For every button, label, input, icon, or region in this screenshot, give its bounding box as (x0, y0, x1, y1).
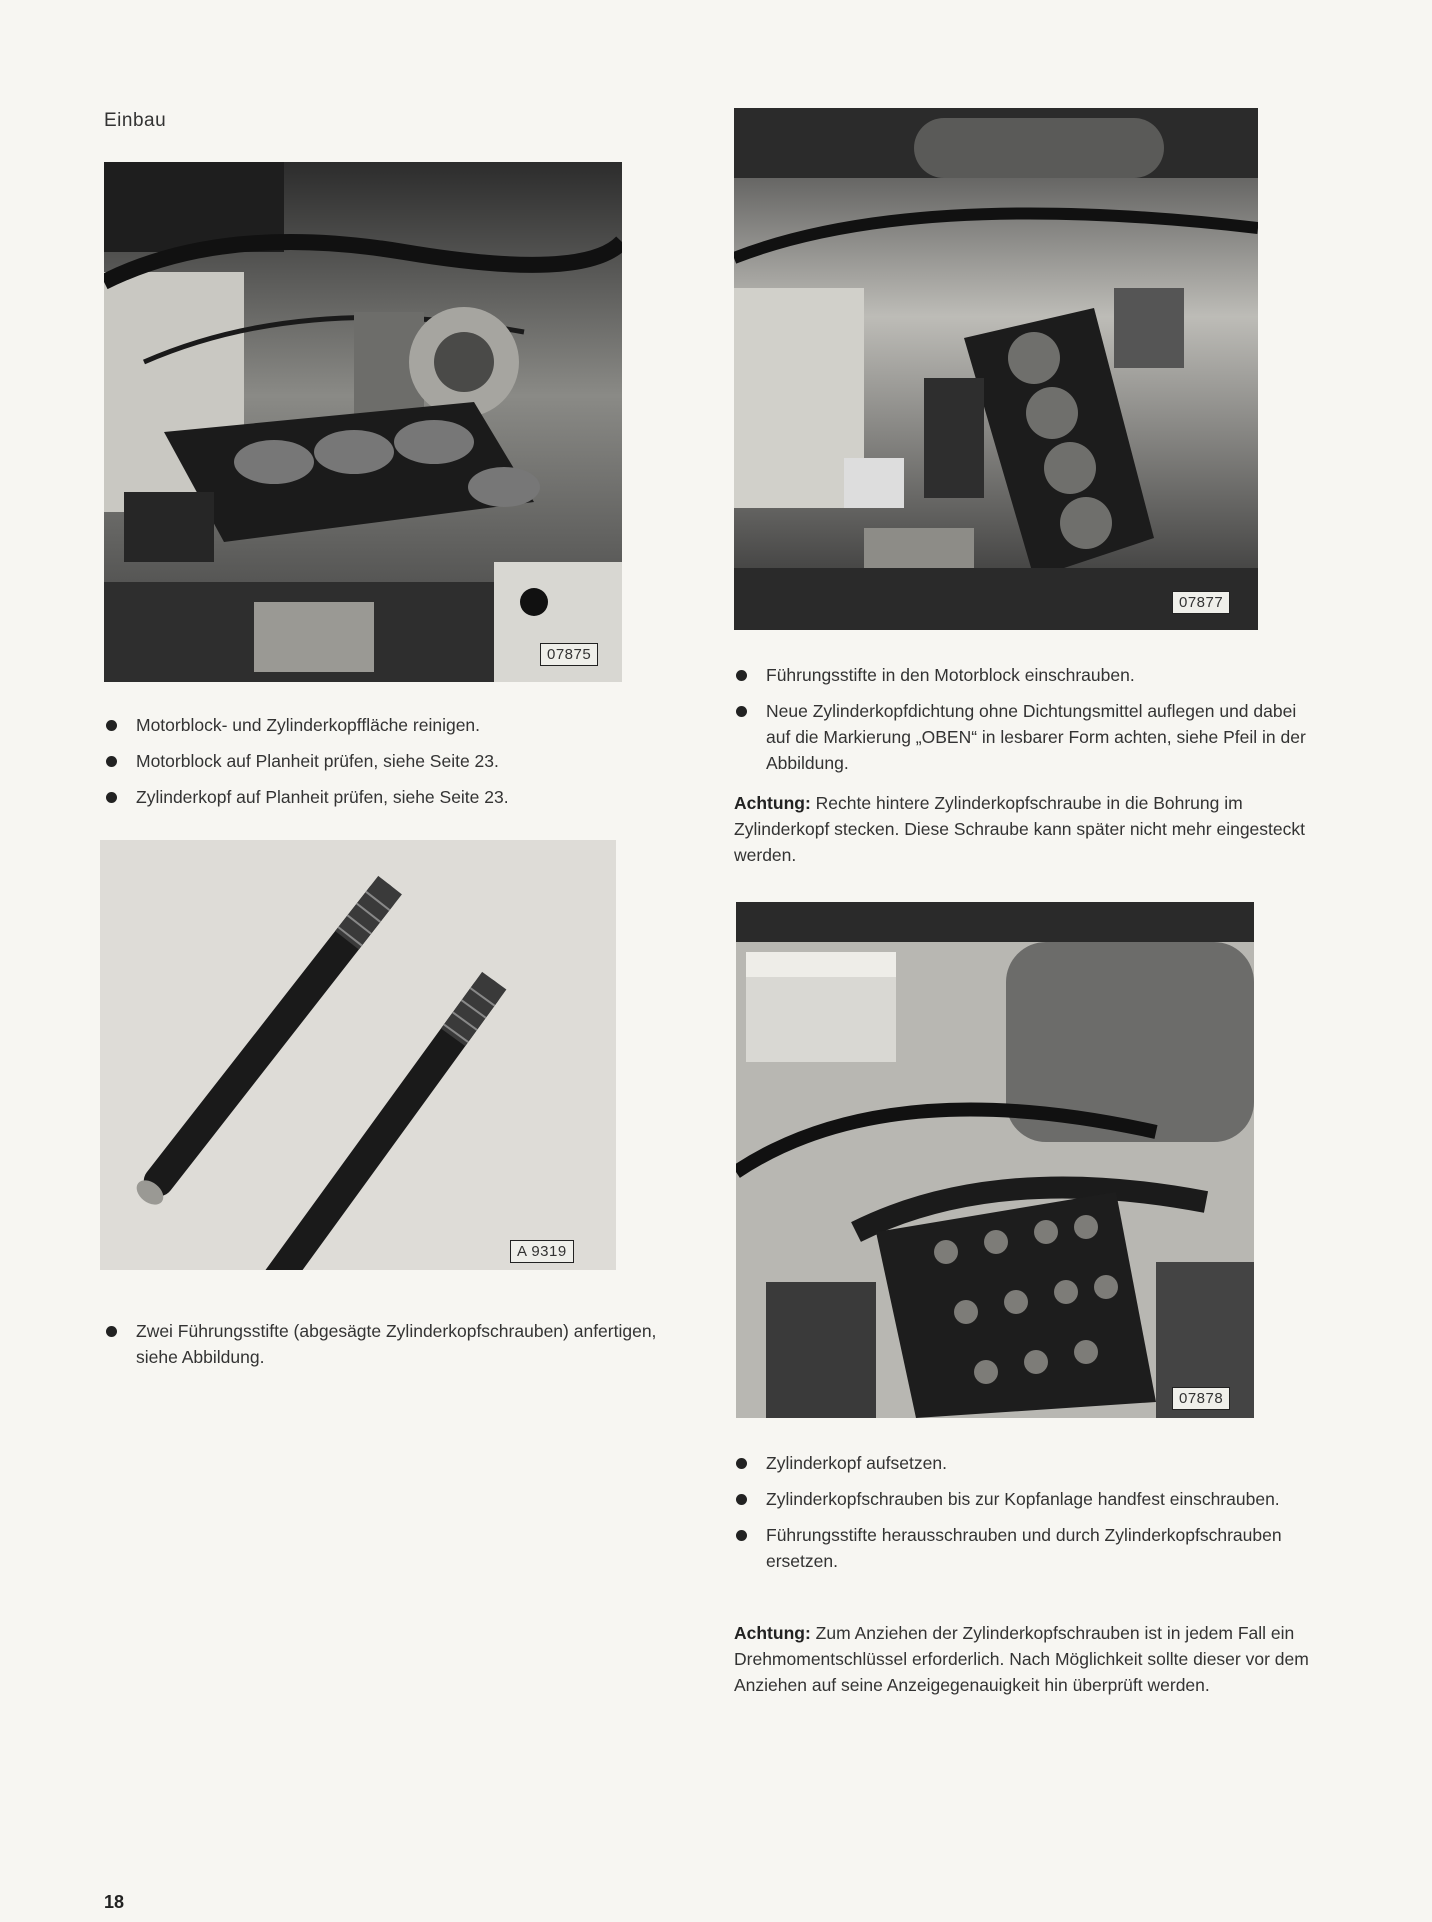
warning-text: Zum Anziehen der Zylinderkopfschrauben ist in jedem Fall ein Drehmomentschlüssel erforderlich. Nach Möglichkeit sollte dieser vor dem Anziehen auf seine Anzeigegenauigkeit hin überprüft werden. (734, 1623, 1309, 1695)
bullet-list (734, 1450, 1316, 1584)
list-item: Neue Zylinderkopfdichtung ohne Dichtungsmittel auflegen und dabei auf die Markierung „OBEN“ in lesbarer Form achten, siehe Pfeil in der Abbildung. (734, 698, 1316, 776)
figure-id-label: 07877 (1172, 591, 1230, 614)
cylinder-head-photo (736, 902, 1254, 1418)
warning-label: Achtung: (734, 793, 811, 813)
list-item: Zwei Führungsstifte (abgesägte Zylinderkopfschrauben) anfertigen, siehe Abbildung. (104, 1318, 684, 1370)
figure-id-label: 07875 (540, 643, 598, 666)
warning-note (734, 790, 1316, 868)
list-item: Motorblock- und Zylinderkopffläche reinigen. (104, 712, 644, 738)
bullet-list (104, 1318, 684, 1380)
list-item: Führungsstifte in den Motorblock einschrauben. (734, 662, 1316, 688)
warning-text: Rechte hintere Zylinderkopfschraube in die Bohrung im Zylinderkopf stecken. Diese Schraube kann später nicht mehr eingesteckt werden. (734, 793, 1305, 865)
engine-block-photo (104, 162, 622, 682)
list-item: Zylinderkopf auf Planheit prüfen, siehe Seite 23. (104, 784, 644, 810)
list-item: Führungsstifte herausschrauben und durch Zylinderkopfschrauben ersetzen. (734, 1522, 1316, 1574)
warning-label: Achtung: (734, 1623, 811, 1643)
figure-id-label: 07878 (1172, 1387, 1230, 1410)
warning-note (734, 1620, 1316, 1698)
figure-id-label: A 9319 (510, 1240, 574, 1263)
guide-pins-photo (100, 840, 616, 1270)
section-title: Einbau (104, 110, 167, 131)
page-number: 18 (104, 1892, 125, 1912)
list-item: Zylinderkopf aufsetzen. (734, 1450, 1316, 1476)
list-item: Motorblock auf Planheit prüfen, siehe Seite 23. (104, 748, 644, 774)
bullet-list (734, 662, 1316, 786)
list-item: Zylinderkopfschrauben bis zur Kopfanlage handfest einschrauben. (734, 1486, 1316, 1512)
head-gasket-photo (734, 108, 1258, 630)
bullet-list (104, 712, 644, 820)
